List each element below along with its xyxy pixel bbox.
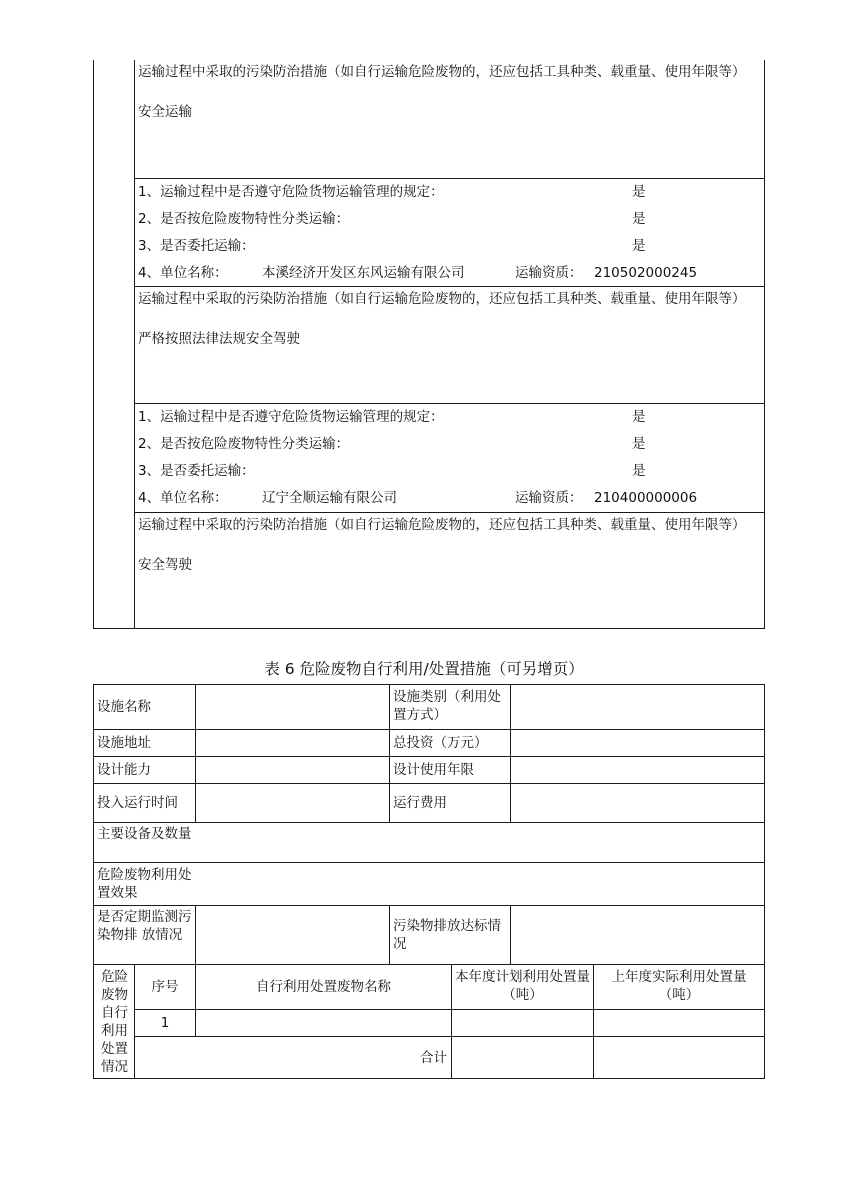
table6-bottom-border [93,1078,765,1079]
row1-seq: 1 [160,1015,170,1031]
answer-classified: 是 [632,436,646,452]
table6-row-line [93,964,765,965]
table6-row-line [93,783,765,784]
unit-name-value: 辽宁全顺运输有限公司 [262,490,397,506]
pollution-measure-label: 运输过程中采取的污染防治措施（如自行运输危险废物的，还应包括工具种类、载重量、使用年限等） [138,291,746,307]
table6-row-line [93,862,765,863]
table6-col-line [195,684,196,822]
pollution-measure-value: 安全驾驶 [138,557,192,573]
question-rules: 1、运输过程中是否遵守危险货物运输管理的规定： [138,409,444,425]
question-rules: 1、运输过程中是否遵守危险货物运输管理的规定： [138,184,444,200]
label-design-capacity: 设计能力 [97,762,151,778]
total-label: 合计 [420,1050,447,1066]
qualification-value: 210502000245 [594,265,698,281]
table6-col-line [195,964,196,1036]
table6-top-border [93,684,765,685]
col-actual-header: 上年度实际利用处置量（吨） [611,969,747,1003]
pollution-measure-label: 运输过程中采取的污染防治措施（如自行运输危险废物的，还应包括工具种类、载重量、使用年限等） [138,64,746,80]
label-facility-type: 设施类别（利用处置方式） [393,689,501,723]
table6-row-line [93,756,765,757]
transport-right-border [764,60,765,629]
col-plan-header: 本年度计划利用处置量（吨） [455,969,590,1003]
table6-right-border [764,684,765,1079]
qualification-label: 运输资质： [515,490,583,506]
pollution-measure-value: 严格按照法律法规安全驾驶 [138,331,300,347]
question-entrusted: 3、是否委托运输： [138,463,255,479]
answer-entrusted: 是 [632,238,646,254]
pollution-measure-value: 安全运输 [138,104,192,120]
table6-row-line [93,905,765,906]
qualification-value: 210400000006 [594,490,698,506]
qualification-label: 运输资质： [515,265,583,281]
label-total-investment: 总投资（万元） [393,735,488,751]
answer-entrusted: 是 [632,463,646,479]
label-self-disposal-side: 危险废物自行利用处置情况 [101,969,128,1075]
label-start-time: 投入运行时间 [97,795,178,811]
transport-bottom-border [93,628,765,629]
unit-name-label: 4、单位名称： [138,265,228,281]
table6-col-line [510,684,511,822]
transport-divider [134,512,765,513]
transport-divider [134,403,765,404]
transport-left-border [93,60,94,629]
transport-divider [134,286,765,287]
label-main-equipment: 主要设备及数量 [97,826,192,842]
unit-name-value: 本溪经济开发区东风运输有限公司 [262,265,465,281]
answer-rules: 是 [632,184,646,200]
table6-col-line [389,905,390,964]
table6-left-border [93,684,94,1079]
answer-classified: 是 [632,211,646,227]
label-facility-name: 设施名称 [97,699,151,715]
table6-col-line [389,684,390,822]
label-design-life: 设计使用年限 [393,762,474,778]
table6-title: 表 6 危险废物自行利用/处置措施（可另增页） [264,660,584,678]
table6-col-line [195,905,196,964]
question-classified: 2、是否按危险废物特性分类运输： [138,436,350,452]
table6-col-line [593,964,594,1079]
question-classified: 2、是否按危险废物特性分类运输： [138,211,350,227]
table6-col-line [451,964,452,1079]
label-facility-address: 设施地址 [97,735,151,751]
table6-row-line [134,1009,765,1010]
col-seq-header: 序号 [151,979,179,995]
label-operating-cost: 运行费用 [393,795,447,811]
pollution-measure-label: 运输过程中采取的污染防治措施（如自行运输危险废物的，还应包括工具种类、载重量、使用年限等） [138,517,746,533]
col-waste-name-header: 自行利用处置废物名称 [256,979,391,995]
unit-name-label: 4、单位名称： [138,490,228,506]
label-disposal-effect: 危险废物利用处置效果 [97,867,192,901]
question-entrusted: 3、是否委托运输： [138,238,255,254]
table6-row-line [93,822,765,823]
label-monitoring: 是否定期监测污染物排 放情况 [97,909,192,943]
table6-row-line [93,729,765,730]
table6-row-line [134,1036,765,1037]
answer-rules: 是 [632,409,646,425]
transport-inner-border [134,60,135,629]
label-emission-standard: 污染物排放达标情况 [393,918,501,952]
transport-divider [134,178,765,179]
table6-col-line [510,905,511,964]
